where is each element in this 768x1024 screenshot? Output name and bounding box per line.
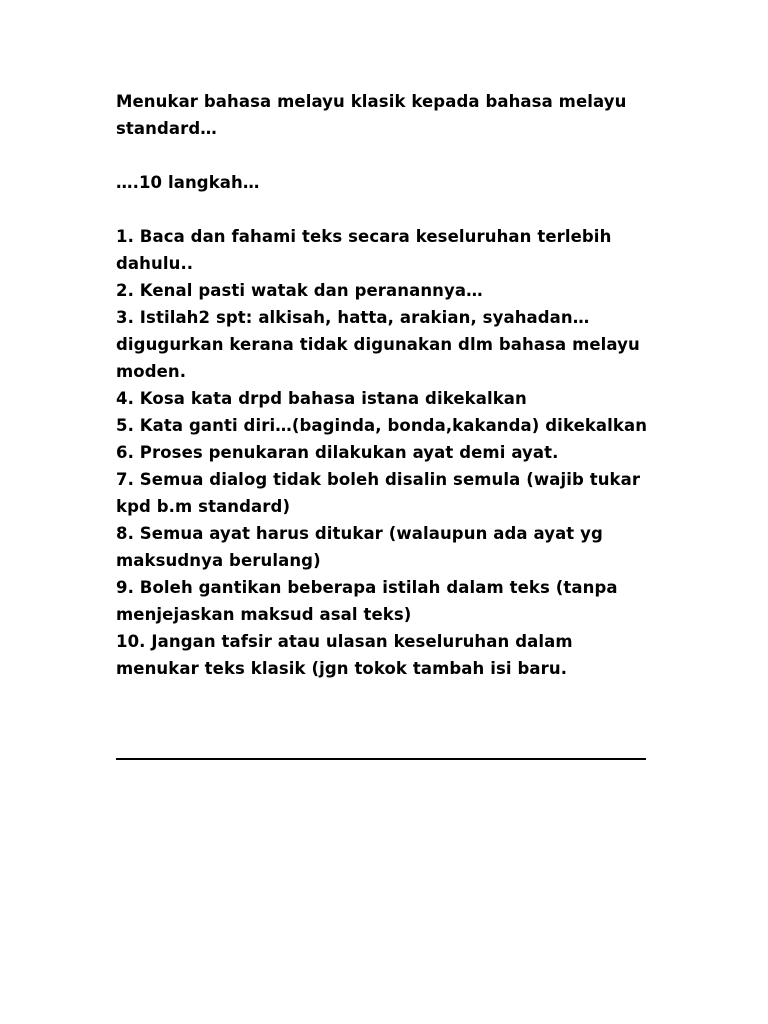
step-item-1: 1. Baca dan fahami teks secara keseluruhan terlebih dahulu.. — [116, 227, 612, 273]
step-item-3: 3. Istilah2 spt: alkisah, hatta, arakian, syahadan… digugurkan kerana tidak digunakan dlm bahasa melayu moden. — [116, 308, 640, 381]
step-item-2: 2. Kenal pasti watak dan peranannya… — [116, 281, 483, 300]
spacer — [116, 196, 656, 223]
document-body — [116, 88, 656, 682]
document-heading: Menukar bahasa melayu klasik kepada bahasa melayu standard… — [116, 92, 627, 138]
document-subheading: ….10 langkah… — [116, 173, 260, 192]
step-item-10: 10. Jangan tafsir atau ulasan keseluruhan dalam menukar teks klasik (jgn tokok tambah isi baru. — [116, 632, 573, 678]
step-item-4: 4. Kosa kata drpd bahasa istana dikekalkan — [116, 389, 527, 408]
spacer — [116, 142, 656, 169]
horizontal-rule — [116, 758, 646, 760]
steps-list — [116, 223, 656, 682]
step-item-8: 8. Semua ayat harus ditukar (walaupun ada ayat yg maksudnya berulang) — [116, 524, 603, 570]
step-item-6: 6. Proses penukaran dilakukan ayat demi ayat. — [116, 443, 559, 462]
step-item-5: 5. Kata ganti diri…(baginda, bonda,kakanda) dikekalkan — [116, 416, 648, 435]
step-item-7: 7. Semua dialog tidak boleh disalin semula (wajib tukar kpd b.m standard) — [116, 470, 641, 516]
step-item-9: 9. Boleh gantikan beberapa istilah dalam teks (tanpa menjejaskan maksud asal teks) — [116, 578, 618, 624]
